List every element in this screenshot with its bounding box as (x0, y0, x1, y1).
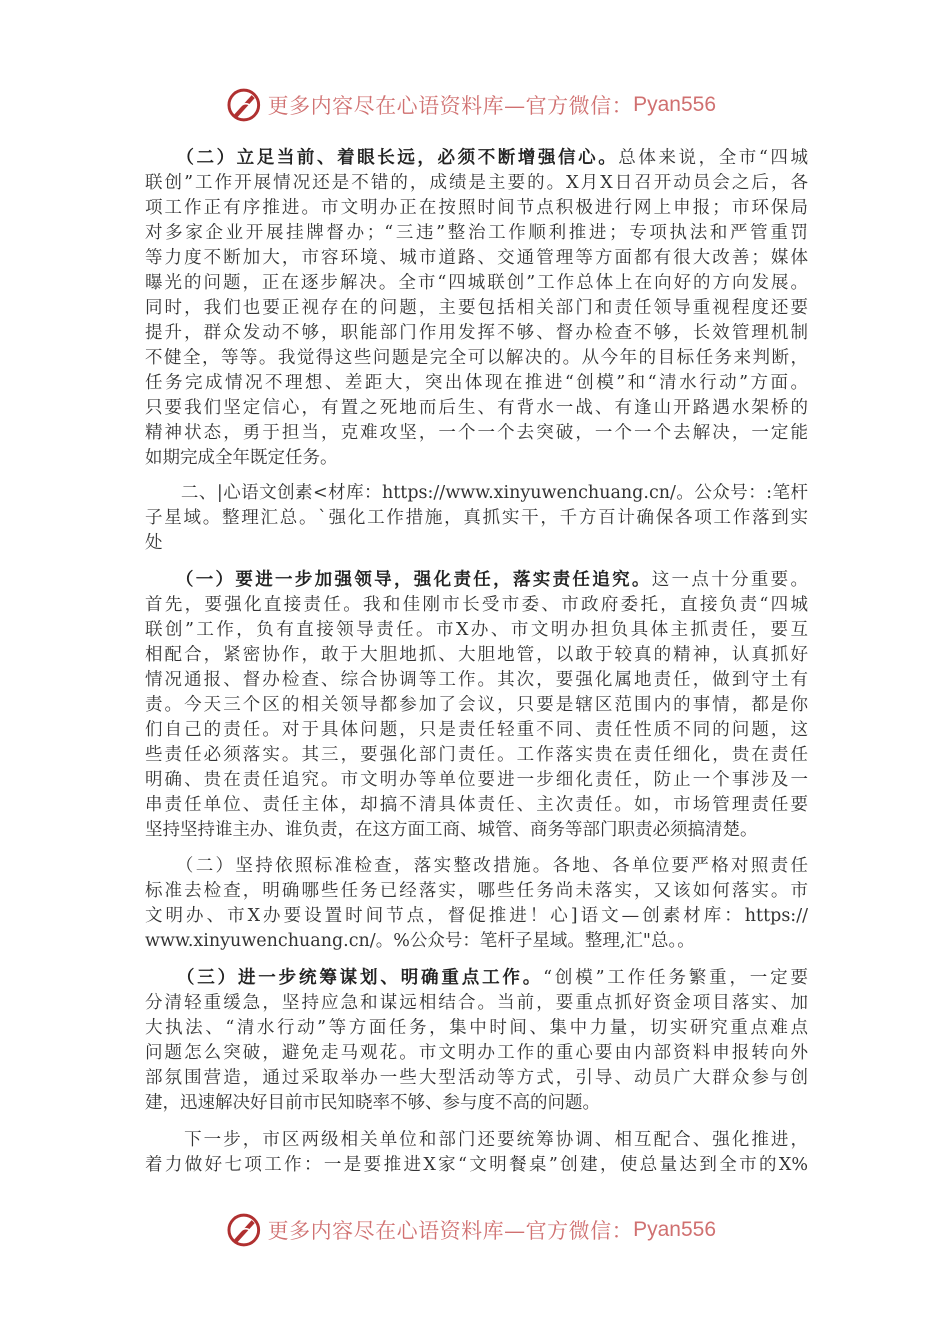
body-text: 文明办、市X办要设置时间节点，督促推进！心]语文—创素材库：https:// (145, 906, 808, 926)
text-line (145, 668, 808, 693)
body-text: 任务完成情况不理想、差距大，突出体现在推进“创模”和“清水行动”方面。 (145, 373, 808, 393)
body-text: 只要我们坚定信心，有置之死地而后生、有背水一战、有逢山开路遇水架桥的 (145, 398, 808, 418)
text-line (145, 1153, 808, 1178)
body-text: 联创”工作，负有直接领导责任。市X办、市文明办担负具体主抓责任，要互 (145, 620, 808, 640)
body-text: 们自己的责任。对于具体问题，只是责任轻重不同、责任性质不同的问题，这 (145, 720, 808, 740)
body-text: 坚持坚持谁主办、谁负责，在这方面工商、城管、商务等部门职责必须搞清楚。 (145, 820, 758, 840)
text-line (145, 743, 808, 768)
body-text: 串责任单位、责任主体，却搞不清具体责任、主次责任。如，市场管理责任要 (145, 795, 808, 815)
body-text: 对多家企业开展挂牌督办；“三违”整治工作顺利推进；专项执法和严管重罚 (145, 223, 808, 243)
text-line (145, 371, 808, 396)
paragraph-strengthen-leadership (145, 568, 808, 843)
text-line (145, 396, 808, 421)
body-text: 首先，要强化直接责任。我和佳刚市长受市委、市政府委托，直接负责“四城 (145, 595, 808, 615)
body-text: 情况通报、督办检查、综合协调等工作。其次，要强化属地责任，做到守土有 (145, 670, 808, 690)
body-text: 明确、贵在责任追究。市文明办等单位要进一步细化责任，防止一个事涉及一 (145, 770, 808, 790)
pen-logo-icon (226, 87, 262, 123)
text-line (145, 1066, 808, 1091)
text-line (145, 171, 808, 196)
text-line (145, 346, 808, 371)
body-text: 同时，我们也要正视存在的问题，主要包括相关部门和责任领导重视程度还要 (145, 298, 808, 318)
body-text: 提升，群众发动不够，职能部门作用发挥不够、督办检查不够，长效管理机制 (145, 323, 808, 343)
banner-wechat-id: Pyan556 (633, 1218, 716, 1241)
text-line (145, 271, 808, 296)
bold-heading-text: （二）立足当前、着眼长远，必须不断增强信心。 (145, 148, 619, 168)
paragraph-next-steps (145, 1128, 808, 1178)
body-text: 如期完成全年既定任务。 (145, 448, 338, 468)
text-line (145, 879, 808, 904)
banner-text: 更多内容尽在心语资料库—官方微信： (267, 1219, 634, 1243)
text-line (145, 531, 808, 556)
body-text: 联创”工作开展情况还是不错的，成绩是主要的。X月X日召开动员会之后，各 (145, 173, 808, 193)
body-text: 总体来说，全市“四城 (618, 148, 809, 168)
text-line (145, 506, 808, 531)
text-line (145, 643, 808, 668)
pen-logo-icon (226, 1212, 262, 1248)
body-text: 二、|心语文创素<材库：https://www.xinyuwenchuang.cn/。公众号：:笔杆 (145, 483, 808, 503)
body-text: 建，迅速解决好目前市民知晓率不够、参与度不高的问题。 (145, 1093, 600, 1113)
text-line (145, 593, 808, 618)
text-line (145, 718, 808, 743)
body-text: 部氛围营造，通过采取举办一些大型活动等方式，引导、动员广大群众参与创 (145, 1068, 808, 1088)
text-line (145, 693, 808, 718)
watermark-banner-top (226, 85, 716, 125)
text-line (145, 246, 808, 271)
body-text: 些责任必须落实。其三，要强化部门责任。工作落实贵在责任细化，贵在责任 (145, 745, 808, 765)
text-line (145, 196, 808, 221)
body-text: 精神状态，勇于担当，克难攻坚，一个一个去突破，一个一个去解决，一定能 (145, 423, 808, 443)
text-line (145, 854, 808, 879)
text-line (145, 568, 808, 593)
body-text: 子星域。整理汇总。`强化工作措施，真抓实干，千方百计确保各项工作落到实 (145, 508, 808, 528)
text-line (145, 793, 808, 818)
paragraph-strengthen-confidence (145, 146, 808, 471)
text-line (145, 321, 808, 346)
text-line (145, 768, 808, 793)
body-text: （二）坚持依照标准检查，落实整改措施。各地、各单位要严格对照责任 (145, 856, 808, 876)
body-text: 大执法、“清水行动”等方面任务，集中时间、集中力量，切实研究重点难点 (145, 1018, 808, 1038)
text-line (145, 818, 808, 843)
bold-heading-text: （三）进一步统筹谋划、明确重点工作。 (145, 968, 544, 988)
body-text: 这一点十分重要。 (651, 570, 808, 590)
body-text: 责。今天三个区的相关领导都参加了会议，只要是辖区范围内的事情，都是你 (145, 695, 808, 715)
body-text: 等力度不断加大，市容环境、城市道路、交通管理等方面都有很大改善；媒体 (145, 248, 808, 268)
text-line (145, 421, 808, 446)
body-text: “创模”工作任务繁重，一定要 (543, 968, 808, 988)
text-line (145, 618, 808, 643)
text-line (145, 991, 808, 1016)
body-text: 下一步，市区两级相关单位和部门还要统筹协调、相互配合、强化推进， (145, 1130, 808, 1150)
banner-text: 更多内容尽在心语资料库—官方微信： (267, 94, 634, 118)
text-line (145, 929, 808, 954)
body-text: 问题怎么突破，避免走马观花。市文明办工作的重心要由内部资料申报转向外 (145, 1043, 808, 1063)
body-text: 标准去检查，明确哪些任务已经落实，哪些任务尚未落实，又该如何落实。市 (145, 881, 808, 901)
body-text: 曝光的问题，正在逐步解决。全市“四城联创”工作总体上在向好的方向发展。 (145, 273, 808, 293)
body-text: 相配合，紧密协作，敢于大胆地抓、大胆地管，以敢于较真的精神，认真抓好 (145, 645, 808, 665)
body-text: 处 (145, 533, 163, 553)
text-line (145, 1041, 808, 1066)
text-line (145, 446, 808, 471)
text-line (145, 1128, 808, 1153)
paragraph-inspection-standards (145, 854, 808, 954)
banner-wechat-id: Pyan556 (633, 93, 716, 116)
text-line (145, 1091, 808, 1116)
text-line (145, 1016, 808, 1041)
body-text: www.xinyuwenchuang.cn/。%公众号：笔杆子星域。整理,汇"总。。 (145, 931, 695, 951)
text-line (145, 146, 808, 171)
text-line (145, 481, 808, 506)
paragraph-section-two-heading (145, 481, 808, 556)
text-line (145, 904, 808, 929)
watermark-banner-bottom (226, 1210, 716, 1250)
bold-heading-text: （一）要进一步加强领导，强化责任，落实责任追究。 (145, 570, 652, 590)
paragraph-key-work-planning (145, 966, 808, 1116)
body-text: 项工作正有序推进。市文明办正在按照时间节点积极进行网上申报；市环保局 (145, 198, 808, 218)
body-text: 不健全，等等。我觉得这些问题是完全可以解决的。从今年的目标任务来判断， (145, 348, 808, 368)
text-line (145, 221, 808, 246)
text-line (145, 296, 808, 321)
text-line (145, 966, 808, 991)
body-text: 着力做好七项工作：一是要推进X家“文明餐桌”创建，使总量达到全市的X% (145, 1155, 808, 1175)
body-text: 分清轻重缓急，坚持应急和谋远相结合。当前，要重点抓好资金项目落实、加 (145, 993, 808, 1013)
